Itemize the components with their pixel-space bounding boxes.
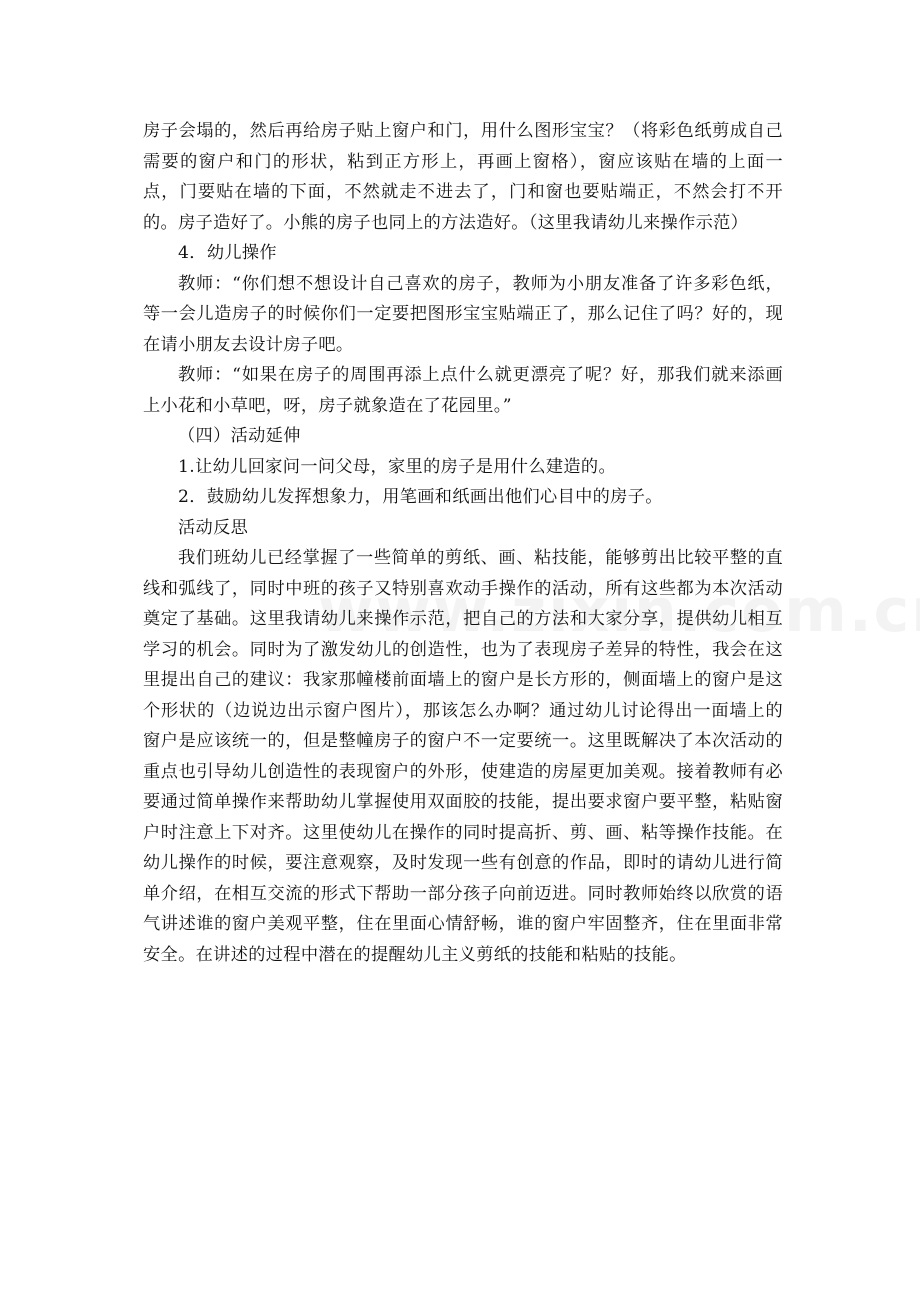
section-heading-activity-extension: （四）活动延伸 bbox=[178, 426, 301, 446]
list-item-draw-house: 2．鼓励幼儿发挥想象力，用笔画和纸画出他们心目中的房子。 bbox=[178, 487, 663, 507]
document-body bbox=[143, 116, 783, 970]
paragraph-teacher-add-flowers: 教师：“如果在房子的周围再添上点什么就更漂亮了呢？好，那我们就来添画上小花和小草吧，呀，房子就象造在了花园里。” bbox=[143, 365, 783, 416]
section-heading-child-operation: 4．幼儿操作 bbox=[178, 243, 277, 263]
list-item-ask-parents: 1.让幼儿回家问一问父母，家里的房子是用什么建造的。 bbox=[178, 456, 617, 477]
paragraph-teacher-design-house: 教师：“你们想不想设计自己喜欢的房子，教师为小朋友准备了许多彩色纸，等一会儿造房子的时候你们一定要把图形宝宝贴端正了，那么记住了吗？好的，现在请小朋友去设计房子吧。 bbox=[143, 273, 783, 355]
paragraph-house-windows-doors: 房子会塌的，然后再给房子贴上窗户和门，用什么图形宝宝？（将彩色纸剪成自己需要的窗户和门的形状，粘到正方形上，再画上窗格），窗应该贴在墙的上面一点，门要贴在墙的下面，不然就走不进去了，门和窗也要贴端正，不然会打不开的。房子造好了。小熊的房子也同上的方法造好。（这里我请幼儿来操作示范） bbox=[143, 121, 783, 233]
paragraph-reflection-body: 我们班幼儿已经掌握了一些简单的剪纸、画、粘技能，能够剪出比较平整的直线和弧线了，同时中班的孩子又特别喜欢动手操作的活动，所有这些都为本次活动奠定了基础。这里我请幼儿来操作示范，把自己的方法和大家分享，提供幼儿相互学习的机会。同时为了激发幼儿的创造性，也为了表现房子差异的特性，我会在这里提出自己的建议：我家那幢楼前面墙上的窗户是长方形的，侧面墙上的窗户是这个形状的（边说边出示窗户图片），那该怎么办啊？通过幼儿讨论得出一面墙上的窗户是应该统一的，但是整幢房子的窗户不一定要统一。这里既解决了本次活动的重点也引导幼儿创造性的表现窗户的外形，使建造的房屋更加美观。接着教师有必要通过简单操作来帮助幼儿掌握使用双面胶的技能，提出要求窗户要平整，粘贴窗户时注意上下对齐。这里使幼儿在操作的同时提高折、剪、画、粘等操作技能。在幼儿操作的时候，要注意观察，及时发现一些有创意的作品，即时的请幼儿进行简单介绍，在相互交流的形式下帮助一部分孩子向前迈进。同时教师始终以欣赏的语气讲述谁的窗户美观平整，住在里面心情舒畅，谁的窗户牢固整齐，住在里面非常安全。在讲述的过程中潜在的提醒幼儿主义剪纸的技能和粘贴的技能。 bbox=[143, 548, 783, 965]
section-heading-activity-reflection: 活动反思 bbox=[178, 517, 249, 538]
